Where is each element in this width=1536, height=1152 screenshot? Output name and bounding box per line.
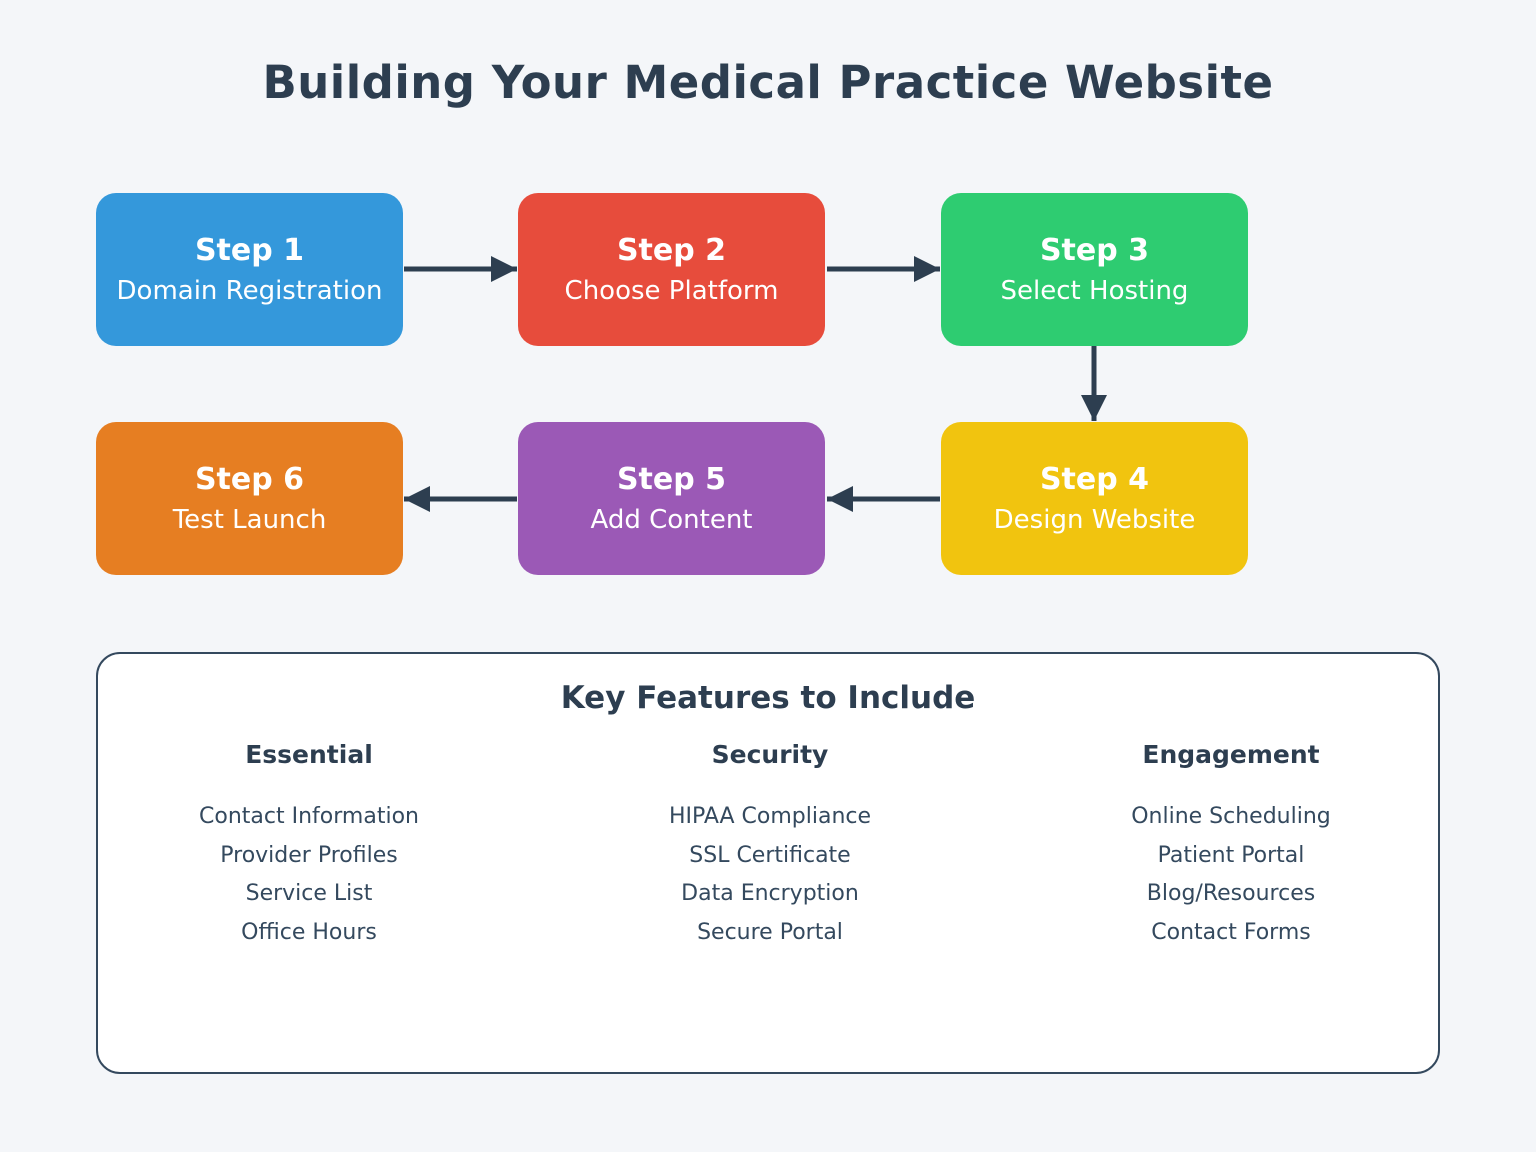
step-box-add-content: [518, 422, 825, 575]
feature-column-essential: [99, 740, 519, 953]
step-description: Select Hosting: [1000, 275, 1189, 306]
step-description: Add Content: [590, 504, 753, 535]
feature-item: Contact Forms: [1151, 920, 1311, 946]
feature-item: SSL Certificate: [689, 842, 851, 868]
feature-item: Secure Portal: [697, 920, 843, 946]
feature-item: Service List: [245, 881, 373, 907]
feature-item: Office Hours: [241, 920, 377, 946]
step-description: Domain Registration: [116, 275, 383, 306]
feature-item: Online Scheduling: [1131, 804, 1331, 829]
column-header: Engagement: [1142, 740, 1320, 769]
step-box-domain-registration: [96, 193, 403, 346]
key-features-panel: [96, 652, 1440, 1074]
page-title: Building Your Medical Practice Website: [262, 56, 1274, 109]
step-description: Test Launch: [172, 504, 327, 535]
step-label: Step 4: [1039, 461, 1150, 497]
step-label: Step 2: [616, 232, 727, 268]
feature-item: Contact Information: [199, 804, 419, 829]
features-title: Key Features to Include: [560, 680, 976, 716]
step-label: Step 1: [194, 232, 305, 268]
step-box-choose-platform: [518, 193, 825, 346]
step-box-select-hosting: [941, 193, 1248, 346]
step-label: Step 6: [194, 461, 305, 497]
column-header: Security: [711, 740, 829, 769]
step-label: Step 3: [1039, 232, 1150, 268]
feature-item: Provider Profiles: [220, 842, 398, 868]
feature-column-security: [560, 740, 980, 953]
step-box-design-website: [941, 422, 1248, 575]
step-description: Choose Platform: [564, 275, 779, 306]
feature-item: HIPAA Compliance: [668, 804, 872, 829]
feature-item: Patient Portal: [1157, 842, 1305, 868]
step-label: Step 5: [616, 461, 727, 497]
step-box-test-launch: [96, 422, 403, 575]
step-description: Design Website: [993, 504, 1196, 535]
feature-column-engagement: [1021, 740, 1441, 953]
column-header: Essential: [245, 740, 373, 769]
feature-item: Data Encryption: [681, 881, 859, 907]
feature-item: Blog/Resources: [1146, 881, 1316, 907]
